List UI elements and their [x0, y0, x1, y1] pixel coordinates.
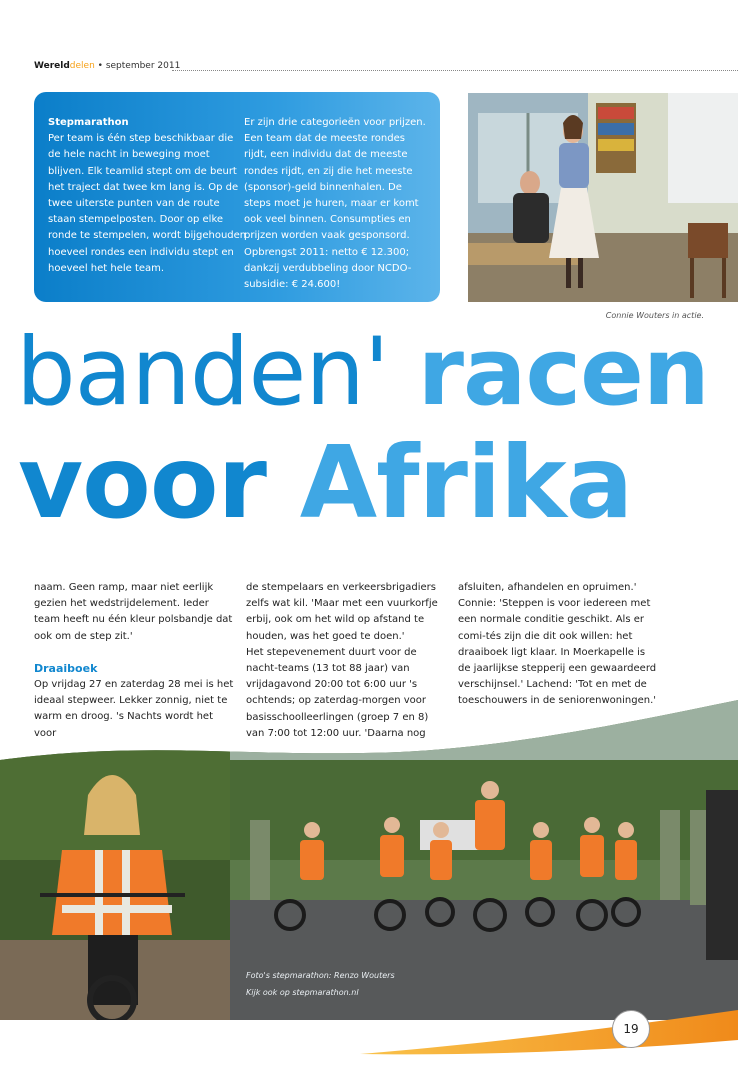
headline-word-racen: racen [417, 318, 709, 427]
page-number: 19 [612, 1010, 650, 1048]
brand-name: Wereld [34, 61, 70, 71]
article-paragraph: de stempelaars en verkeersbrigadiers zelfs wat kil. 'Maar met een vuurkorfje erbij, ook om het wild op afstand te houden, was het goed te doen.' [246, 582, 438, 642]
classroom-photo-illustration [468, 93, 738, 302]
infobox-text-right: Er zijn drie categorieën voor prijzen. Een team dat de meeste rondes rijdt, een individu dat de meeste rondes rijdt, en zij die het meeste (sponsor)-geld binnenhalen. De steps moet je huren, maar er komt ook veel binnen. Consumpties en prijzen worden vaak gesponsord. Opbrengst 2011: netto € 12.300; dankzij verdubbeling door NCDO-subsidie: € 24.600! [244, 117, 426, 291]
headline-line-2 [18, 424, 633, 541]
photo-credit-line: Foto's stepmarathon: Renzo Wouters [246, 971, 395, 980]
header-dotted-rule [172, 70, 738, 71]
article-paragraph: afsluiten, afhandelen en opruimen.' Connie: 'Steppen is voor iedereen met een normale conditie geschikt. Als er comi-tés zijn die dit ook willen: het draaiboek ligt klaar. In Moerkapelle is de jaarlijkse stepperij een gewaardeerd verschijnsel.' Lachend: 'Tot en met de toeschouwers in de seniorenwoningen.' [458, 582, 657, 707]
article-paragraph: Het stepevenement duurt voor de nacht-teams (13 tot 88 jaar) van vrijdagavond 20:00 tot 6:00 uur 's ochtends; op zaterdag-morgen voor basisschoolleerlingen (groep 7 en 8) van 7:00 tot 12:00 uur. 'Daarna nog [246, 646, 429, 739]
infobox-column-right [244, 115, 430, 293]
website-reference: Kijk ook op stepmarathon.nl [246, 988, 359, 997]
headline-word-afrika: Afrika [299, 424, 633, 541]
article-paragraph: naam. Geen ramp, maar niet eerlijk gezien het wedstrijdelement. Ieder team heeft nu één kleur polsbandje dat ook om de step zit.' [34, 582, 233, 642]
infobox-column-left [48, 115, 248, 277]
issue-date: • september 2011 [97, 61, 181, 71]
classroom-photo-caption: Connie Wouters in actie. [605, 311, 704, 320]
page-header [34, 61, 738, 75]
infobox-text-left: Per team is één step beschikbaar die de hele nacht in beweging moet blijven. Elk teamlid stept om de beurt het traject dat twee km lang is. Op de twee uiterste punten van de route staan stempelposten. Door op elke ronde te stempelen, wordt bijgehouden hoeveel rondes een individu stept en hoeveel het hele team. [48, 133, 247, 274]
article-column-3 [458, 580, 658, 710]
subheading-draaiboek: Draaiboek [34, 661, 98, 675]
stepmarathon-infobox [34, 92, 440, 302]
headline-word-voor: voor [18, 424, 266, 541]
classroom-photo [468, 93, 738, 302]
headline-word-banden: banden' [16, 318, 389, 427]
headline-line-1 [16, 318, 709, 428]
infobox-title: Stepmarathon [48, 117, 129, 128]
article-paragraph: Op vrijdag 27 en zaterdag 28 mei is het ideaal stepweer. Lekker zonnig, niet te warm en droog. 's Nachts wordt het voor [34, 679, 234, 739]
brand-name-suffix: delen [69, 61, 95, 71]
